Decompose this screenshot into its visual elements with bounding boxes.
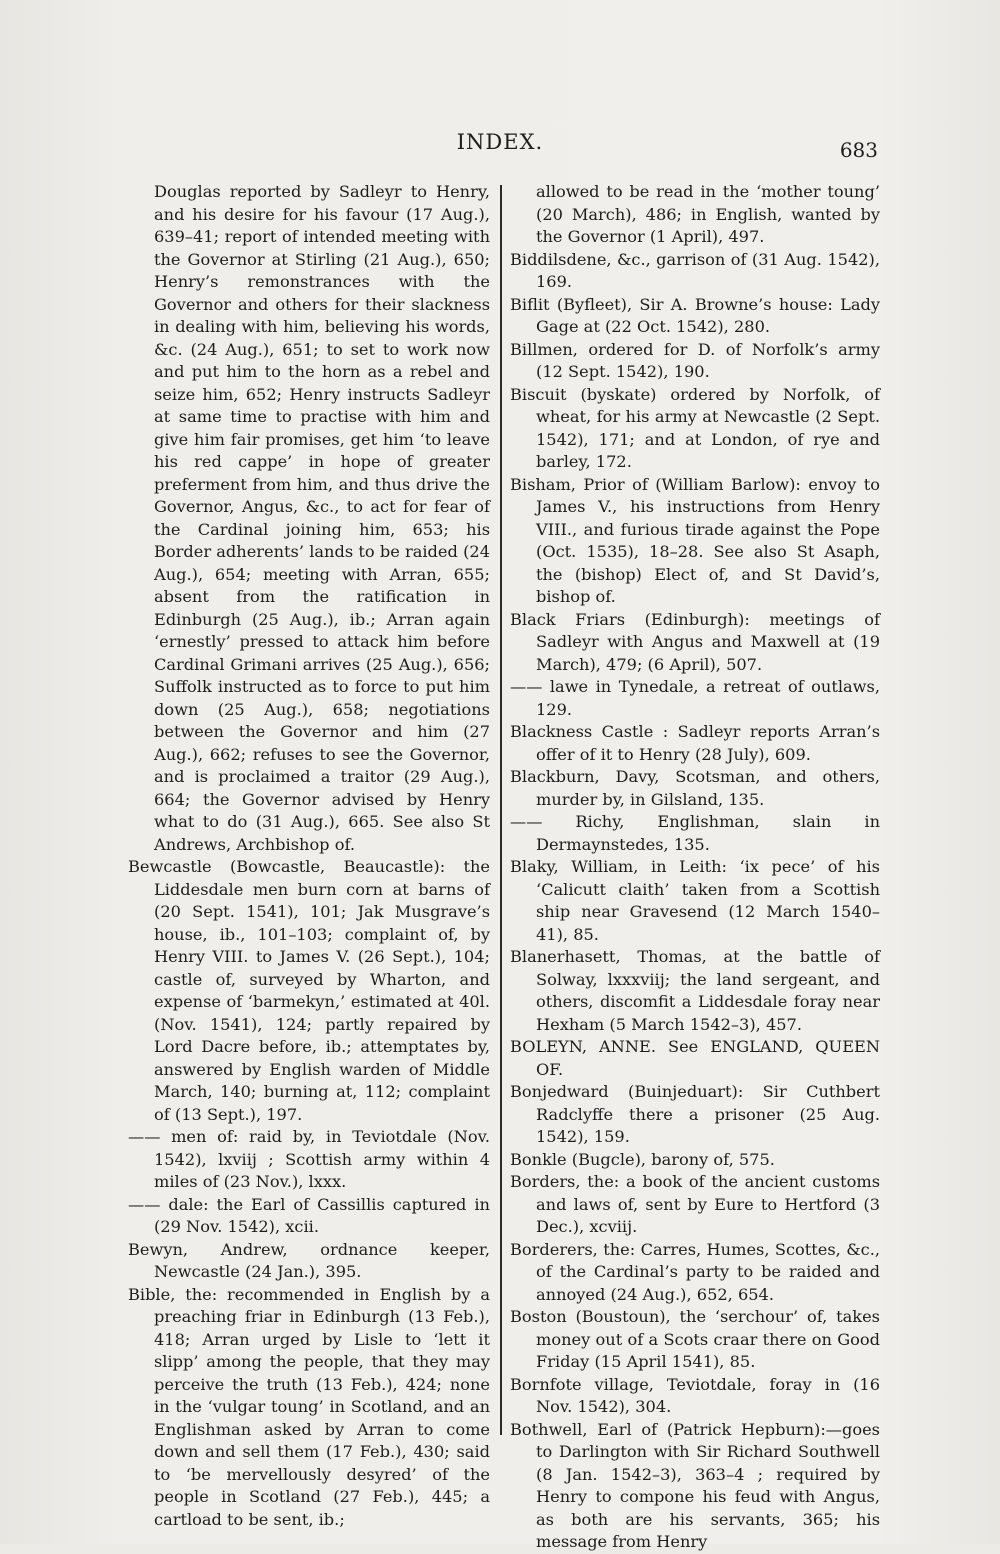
index-entry: Blackburn, Davy, Scotsman, and others, murder by, in Gilsland, 135.	[510, 767, 880, 809]
index-entry: allowed to be read in the ‘mother toung’ (20 March), 486; in English, wanted by the Governor (1 April), 497.	[536, 182, 880, 246]
index-entry: Bewcastle (Bowcastle, Beaucastle): the Liddesdale men burn corn at barns of (20 Sept. 1541), 101; Jak Musgrave’s house, ib., 101–103; complaint of, by Henry VIII. to James V. (26 Sept.), 104; castle of, surveyed by Wharton, and expense of ‘barmekyn,’ estimated at 40l. (Nov. 1541), 124; partly repaired by Lord Dacre before, ib.; attemptates by, answered by English warden of Middle March, 140; burning at, 112; complaint of (13 Sept.), 197.	[128, 857, 490, 1124]
index-entry: Biflit (Byfleet), Sir A. Browne’s house: Lady Gage at (22 Oct. 1542), 280.	[510, 294, 880, 336]
index-entry: Biddilsdene, &c., garrison of (31 Aug. 1542), 169.	[510, 249, 880, 291]
index-entry: BOLEYN, ANNE. See ENGLAND, QUEEN OF.	[510, 1037, 880, 1079]
index-entry: Borders, the: a book of the ancient customs and laws of, sent by Eure to Hertford (3 Dec.), xcviij.	[510, 1172, 880, 1236]
index-column-right	[510, 181, 880, 1554]
index-entry: Bisham, Prior of (William Barlow): envoy to James V., his instructions from Henry VIII., and furious tirade against the Pope (Oct. 1535), 18–28. See also St Asaph, the (bishop) Elect of, and St David’s, bishop of.	[510, 474, 880, 606]
index-entry: Bornfote village, Teviotdale, foray in (16 Nov. 1542), 304.	[510, 1374, 880, 1416]
index-entry: Billmen, ordered for D. of Norfolk’s army (12 Sept. 1542), 190.	[510, 339, 880, 381]
index-entry: Douglas reported by Sadleyr to Henry, and his desire for his favour (17 Aug.), 639–41; report of intended meeting with the Governor at Stirling (21 Aug.), 650; Henry’s remonstrances with the Governor and others for their slackness in dealing with him, believing his words, &c. (24 Aug.), 651; to set to work now and put him to the horn as a rebel and seize him, 652; Henry instructs Sadleyr at same time to practise with him and give him fair promises, get him ‘to leave his red cappe’ in hope of greater preferment from him, and thus drive the Governor, Angus, &c., to act for fear of the Cardinal joining him, 653; his Border adherents’ lands to be raided (24 Aug.), 654; meeting with Arran, 655; absent from the ratification in Edinburgh (25 Aug.), ib.; Arran again ‘ernestly’ pressed to attack him before Cardinal Grimani arrives (25 Aug.), 656; Suffolk instructed as to force to put him down (25 Aug.), 658; negotiations between the Governor and him (27 Aug.), 662; refuses to see the Governor, and is proclaimed a traitor (29 Aug.), 664; the Governor advised by Henry what to do (31 Aug.), 665. See also St Andrews, Archbishop of.	[154, 182, 490, 854]
index-entry: —— dale: the Earl of Cassillis captured in (29 Nov. 1542), xcii.	[128, 1194, 490, 1236]
index-entry: Boston (Boustoun), the ‘serchour’ of, takes money out of a Scots craar there on Good Friday (15 April 1541), 85.	[510, 1307, 880, 1371]
index-entry: Bewyn, Andrew, ordnance keeper, Newcastle (24 Jan.), 395.	[128, 1239, 490, 1281]
index-entry: Borderers, the: Carres, Humes, Scottes, &c., of the Cardinal’s party to be raided and annoyed (24 Aug.), 652, 654.	[510, 1239, 880, 1304]
index-entry: —— men of: raid by, in Teviotdale (Nov. 1542), lxviij ; Scottish army within 4 miles of (23 Nov.), lxxx.	[128, 1127, 490, 1191]
page-title: INDEX.	[456, 130, 544, 154]
index-entry: —— lawe in Tynedale, a retreat of outlaws, 129.	[510, 677, 880, 719]
index-entry: Blaky, William, in Leith: ‘ix pece’ of his ‘Calicutt claith’ taken from a Scottish ship near Gravesend (12 March 1540–41), 85.	[510, 857, 880, 944]
column-divider	[500, 185, 502, 1435]
index-entry: Bonkle (Bugcle), barony of, 575.	[510, 1149, 775, 1169]
index-column-left	[128, 181, 490, 1531]
index-entry: Black Friars (Edinburgh): meetings of Sadleyr with Angus and Maxwell at (19 March), 479; (6 April), 507.	[510, 609, 880, 674]
index-entry: Biscuit (byskate) ordered by Norfolk, of wheat, for his army at Newcastle (2 Sept. 1542), 171; and at London, of rye and barley, 172.	[510, 384, 880, 471]
index-entry: Blanerhasett, Thomas, at the battle of Solway, lxxxviij; the land sergeant, and others, discomfit a Liddesdale foray near Hexham (5 March 1542–3), 457.	[510, 947, 880, 1034]
index-entry: —— Richy, Englishman, slain in Dermaynstedes, 135.	[510, 812, 880, 854]
page-header	[0, 130, 1000, 170]
index-entry: Bonjedward (Buinjeduart): Sir Cuthbert Radclyffe there a prisoner (25 Aug. 1542), 159.	[510, 1082, 880, 1146]
page-number: 683	[839, 138, 878, 162]
index-entry: Blackness Castle : Sadleyr reports Arran’s offer of it to Henry (28 July), 609.	[510, 722, 880, 764]
index-entry: Bible, the: recommended in English by a preaching friar in Edinburgh (13 Feb.), 418; Arran urged by Lisle to ‘lett it slipp’ among the people, that they may perceive the truth (13 Feb.), 424; none in the ‘vulgar toung’ in Scotland, and an Englishman asked by Arran to come down and sell them (17 Feb.), 430; said to ‘be mervellously desyred’ of the people in Scotland (27 Feb.), 445; a cartload to be sent, ib.;	[128, 1284, 490, 1529]
index-entry: Bothwell, Earl of (Patrick Hepburn):—goes to Darlington with Sir Richard Southwell (8 Jan. 1542–3), 363–4 ; required by Henry to compone his feud with Angus, as both are his servants, 365; his message from Henry	[510, 1419, 880, 1551]
